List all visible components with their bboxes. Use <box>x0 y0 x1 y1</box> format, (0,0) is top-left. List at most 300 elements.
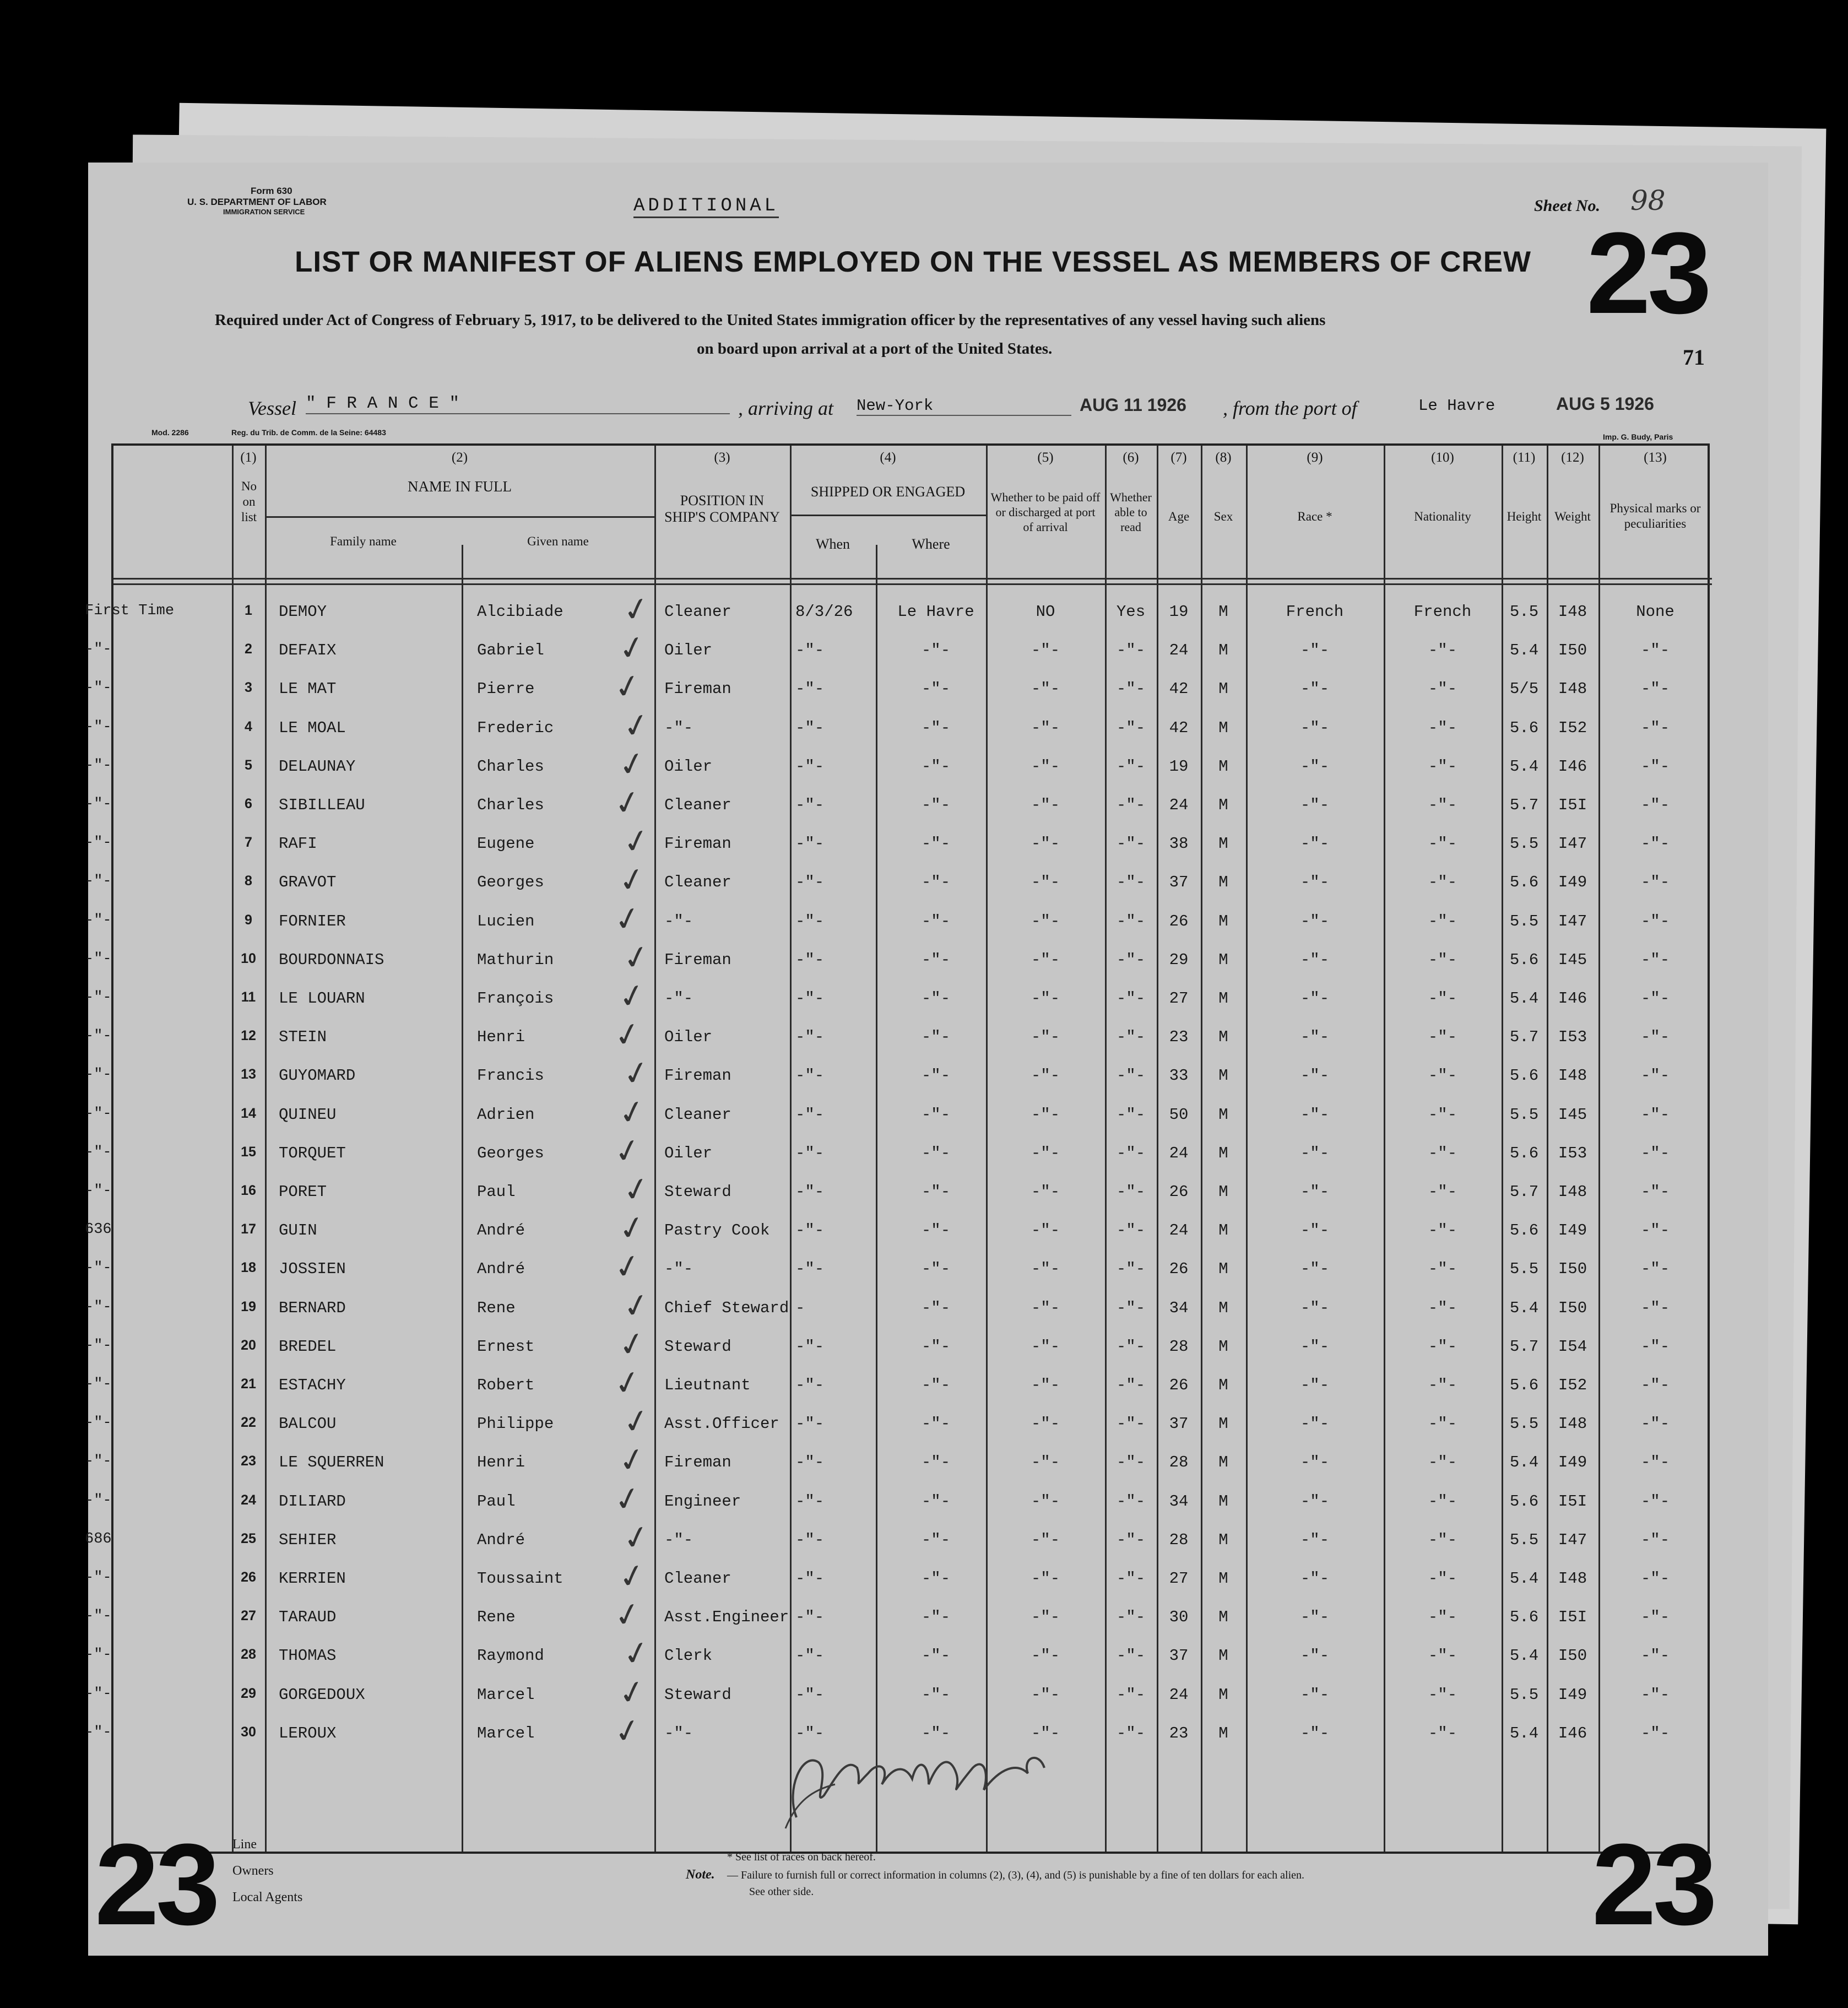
cell-read: -"- <box>1116 950 1146 969</box>
cell-no: 10 <box>241 950 256 966</box>
cell-weight: I46 <box>1558 989 1587 1008</box>
department: U. S. DEPARTMENT OF LABOR <box>187 197 327 207</box>
cell-read: -"- <box>1116 796 1146 814</box>
cell-paid: -"- <box>1031 1530 1060 1549</box>
cell-note: -"- <box>85 1415 112 1432</box>
cell-nationality: -"- <box>1428 641 1457 660</box>
cell-position: Fireman <box>664 1067 731 1085</box>
col-position: POSITION IN SHIP'S COMPANY <box>664 492 780 525</box>
cell-height: 5.6 <box>1509 718 1539 737</box>
table-row <box>85 897 1712 951</box>
cell-position: Steward <box>664 1183 731 1201</box>
check-mark-icon: ✓ <box>610 665 645 708</box>
table-row <box>85 1593 1712 1647</box>
cell-given: Eugene <box>477 835 535 853</box>
vessel-label: Vessel <box>248 397 296 419</box>
cell-race: -"- <box>1300 950 1330 969</box>
cell-position: Chief Steward <box>664 1298 789 1317</box>
cell-weight: I53 <box>1558 1028 1587 1047</box>
cell-note: -"- <box>85 1183 112 1199</box>
service: IMMIGRATION SERVICE <box>223 208 305 216</box>
cell-race: -"- <box>1300 1105 1330 1124</box>
cell-position: -"- <box>664 989 693 1008</box>
cell-weight: I49 <box>1558 1453 1587 1472</box>
cell-position: Engineer <box>664 1492 741 1511</box>
crew-table <box>85 443 1710 1854</box>
cell-paid: -"- <box>1031 1453 1060 1472</box>
cell-where: -"- <box>921 1067 951 1085</box>
cell-given: Marcel <box>477 1724 535 1742</box>
cell-family: DEMOY <box>279 603 327 621</box>
cell-nationality: French <box>1413 603 1472 621</box>
cell-paid: -"- <box>1031 1337 1060 1356</box>
cell-age: 28 <box>1169 1530 1189 1549</box>
cell-position: Cleaner <box>664 1105 731 1124</box>
cell-position: Oiler <box>664 1144 713 1162</box>
cell-age: 24 <box>1169 1221 1189 1240</box>
cell-family: THOMAS <box>279 1647 337 1665</box>
cell-note: -"- <box>85 1067 112 1084</box>
cell-nationality: -"- <box>1428 1376 1457 1394</box>
cell-weight: I49 <box>1558 1221 1587 1240</box>
cell-marks: -"- <box>1640 1221 1670 1240</box>
cell-family: BOURDONNAIS <box>279 950 384 969</box>
cell-height: 5.4 <box>1509 1724 1539 1742</box>
cell-weight: I47 <box>1558 835 1587 853</box>
cell-height: 5.7 <box>1509 796 1539 814</box>
cell-weight: I47 <box>1558 1530 1587 1549</box>
cell-given: Paul <box>477 1183 516 1201</box>
cell-where: -"- <box>921 1260 951 1279</box>
cell-nationality: -"- <box>1428 912 1457 930</box>
cell-sex: M <box>1218 912 1228 930</box>
col2-number: (2) <box>451 450 468 465</box>
cell-given: Lucien <box>477 912 535 930</box>
cell-no: 18 <box>241 1260 256 1276</box>
cell-race: -"- <box>1300 1647 1330 1665</box>
table-row <box>85 1477 1712 1531</box>
cell-age: 37 <box>1169 873 1189 892</box>
cell-age: 30 <box>1169 1608 1189 1627</box>
cell-height: 5.5 <box>1509 1685 1539 1704</box>
cell-no: 24 <box>241 1492 256 1508</box>
cell-no: 19 <box>241 1298 256 1314</box>
cell-given: Mathurin <box>477 950 554 969</box>
cell-sex: M <box>1218 950 1228 969</box>
cell-sex: M <box>1218 1183 1228 1201</box>
cell-paid: -"- <box>1031 718 1060 737</box>
cell-race: -"- <box>1300 1724 1330 1742</box>
check-mark-icon: ✓ <box>610 1477 645 1520</box>
check-mark-icon: ✓ <box>619 588 654 631</box>
cell-given: Robert <box>477 1376 535 1394</box>
cell-nationality: -"- <box>1428 950 1457 969</box>
cell-note: -"- <box>85 1105 112 1122</box>
cell-no: 29 <box>241 1685 256 1701</box>
cell-note: -"- <box>85 718 112 735</box>
cell-marks: -"- <box>1640 873 1670 892</box>
cell-when: -"- <box>795 1530 825 1549</box>
cell-no: 17 <box>241 1221 256 1237</box>
cell-paid: -"- <box>1031 1647 1060 1665</box>
cell-read: -"- <box>1116 1647 1146 1665</box>
col-shipped-engaged: SHIPPED OR ENGAGED <box>810 484 966 500</box>
col11-number: (11) <box>1513 450 1536 465</box>
cell-no: 3 <box>245 680 252 696</box>
cell-read: -"- <box>1116 1724 1146 1742</box>
check-mark-icon: ✓ <box>610 1361 645 1404</box>
cell-sex: M <box>1218 796 1228 814</box>
cell-read: Yes <box>1116 603 1146 621</box>
table-row <box>85 820 1712 873</box>
cell-position: Cleaner <box>664 1569 731 1588</box>
cell-sex: M <box>1218 1067 1228 1085</box>
cell-nationality: -"- <box>1428 718 1457 737</box>
cell-read: -"- <box>1116 1028 1146 1047</box>
cell-height: 5.4 <box>1509 641 1539 660</box>
check-mark-icon: ✓ <box>615 1206 649 1249</box>
cell-given: Henri <box>477 1028 525 1047</box>
cell-where: -"- <box>921 1608 951 1627</box>
cell-nationality: -"- <box>1428 835 1457 853</box>
cell-given: Georges <box>477 873 544 892</box>
sheet-label: Sheet No. <box>1534 197 1600 215</box>
cell-no: 23 <box>241 1453 256 1469</box>
cell-marks: -"- <box>1640 641 1670 660</box>
table-row <box>85 665 1712 718</box>
cell-given: Georges <box>477 1144 544 1162</box>
form-number: Form 630 <box>251 186 292 196</box>
cell-given: Charles <box>477 757 544 776</box>
cell-age: 42 <box>1169 680 1189 699</box>
cell-weight: I50 <box>1558 1298 1587 1317</box>
cell-race: -"- <box>1300 1183 1330 1201</box>
cell-no: 1 <box>245 603 252 618</box>
cell-nationality: -"- <box>1428 1647 1457 1665</box>
cell-height: 5.6 <box>1509 1492 1539 1511</box>
cell-age: 38 <box>1169 835 1189 853</box>
table-row <box>85 1516 1712 1569</box>
cell-height: 5.4 <box>1509 1569 1539 1588</box>
cell-family: GUIN <box>279 1221 317 1240</box>
cell-position: Cleaner <box>664 603 731 621</box>
cell-weight: I45 <box>1558 950 1587 969</box>
cell-race: -"- <box>1300 718 1330 737</box>
cell-sex: M <box>1218 680 1228 699</box>
table-row <box>85 743 1712 796</box>
cell-nationality: -"- <box>1428 1492 1457 1511</box>
cell-position: Fireman <box>664 835 731 853</box>
cell-when: - <box>795 1298 805 1317</box>
cell-height: 5.4 <box>1509 1298 1539 1317</box>
cell-nationality: -"- <box>1428 1724 1457 1742</box>
cell-weight: I48 <box>1558 1569 1587 1588</box>
cell-height: 5.4 <box>1509 1453 1539 1472</box>
cell-race: -"- <box>1300 989 1330 1008</box>
cell-note: -"- <box>85 1453 112 1470</box>
arriving-label: , arriving at <box>738 397 834 419</box>
cell-marks: None <box>1636 603 1674 621</box>
check-mark-icon: ✓ <box>615 859 649 901</box>
cell-family: GRAVOT <box>279 873 337 892</box>
cell-when: -"- <box>795 1144 825 1162</box>
see-other-side: See other side. <box>749 1886 814 1898</box>
cell-marks: -"- <box>1640 1569 1670 1588</box>
cell-height: 5.5 <box>1509 835 1539 853</box>
cell-marks: -"- <box>1640 1492 1670 1511</box>
cell-nationality: -"- <box>1428 873 1457 892</box>
cell-given: Raymond <box>477 1647 544 1665</box>
cell-position: Asst.Officer <box>664 1415 779 1433</box>
cell-no: 2 <box>245 641 252 657</box>
cell-family: LEROUX <box>279 1724 337 1742</box>
cell-paid: -"- <box>1031 1183 1060 1201</box>
col-no-on-list: No on list <box>241 479 257 524</box>
col3-number: (3) <box>714 450 730 465</box>
departure-date-stamp: AUG 5 1926 <box>1556 394 1654 414</box>
cell-height: 5.6 <box>1509 1067 1539 1085</box>
cell-age: 34 <box>1169 1492 1189 1511</box>
cell-family: BALCOU <box>279 1415 337 1433</box>
cell-note: -"- <box>85 1647 112 1664</box>
check-mark-icon: ✓ <box>610 1709 645 1752</box>
cell-read: -"- <box>1116 1298 1146 1317</box>
cell-where: -"- <box>921 1144 951 1162</box>
cell-nationality: -"- <box>1428 1569 1457 1588</box>
cell-family: LE SQUERREN <box>279 1453 384 1472</box>
cell-sex: M <box>1218 989 1228 1008</box>
cell-nationality: -"- <box>1428 680 1457 699</box>
check-mark-icon: ✓ <box>619 1400 654 1443</box>
table-row <box>85 626 1712 680</box>
cell-read: -"- <box>1116 680 1146 699</box>
cell-weight: I52 <box>1558 718 1587 737</box>
cell-given: Marcel <box>477 1685 535 1704</box>
cell-race: -"- <box>1300 1337 1330 1356</box>
cell-no: 13 <box>241 1067 256 1083</box>
cell-when: -"- <box>795 1260 825 1279</box>
cell-read: -"- <box>1116 989 1146 1008</box>
cell-when: -"- <box>795 1724 825 1742</box>
cell-height: 5.7 <box>1509 1183 1539 1201</box>
cell-when: -"- <box>795 1569 825 1588</box>
col-age: Age <box>1168 510 1190 523</box>
cell-when: -"- <box>795 1221 825 1240</box>
cell-note: First Time <box>85 603 175 619</box>
col10-number: (10) <box>1431 450 1454 465</box>
cell-marks: -"- <box>1640 835 1670 853</box>
col-nationality: Nationality <box>1414 510 1471 523</box>
cell-where: -"- <box>921 835 951 853</box>
cell-nationality: -"- <box>1428 1453 1457 1472</box>
check-mark-icon: ✓ <box>619 820 654 863</box>
cell-note: -"- <box>85 873 112 890</box>
cell-marks: -"- <box>1640 1530 1670 1549</box>
cell-note: -"- <box>85 835 112 852</box>
cell-when: -"- <box>795 989 825 1008</box>
cell-paid: -"- <box>1031 1492 1060 1511</box>
cell-age: 33 <box>1169 1067 1189 1085</box>
cell-given: Adrien <box>477 1105 535 1124</box>
cell-height: 5.7 <box>1509 1028 1539 1047</box>
cell-note: -"- <box>85 796 112 813</box>
cell-nationality: -"- <box>1428 1028 1457 1047</box>
cell-note: -"- <box>85 989 112 1006</box>
cell-position: -"- <box>664 1530 693 1549</box>
cell-weight: I50 <box>1558 641 1587 660</box>
cell-where: -"- <box>921 757 951 776</box>
cell-sex: M <box>1218 1492 1228 1511</box>
col13-number: (13) <box>1644 450 1667 465</box>
cell-sex: M <box>1218 603 1228 621</box>
cell-position: Fireman <box>664 1453 731 1472</box>
check-mark-icon: ✓ <box>615 1439 649 1481</box>
cell-note: -"- <box>85 1028 112 1045</box>
check-mark-icon: ✓ <box>619 1284 654 1327</box>
col-given-name: Given name <box>527 534 589 548</box>
cell-age: 37 <box>1169 1647 1189 1665</box>
cell-race: -"- <box>1300 1608 1330 1627</box>
cell-read: -"- <box>1116 873 1146 892</box>
cell-read: -"- <box>1116 641 1146 660</box>
cell-nationality: -"- <box>1428 1260 1457 1279</box>
cell-family: GUYOMARD <box>279 1067 356 1085</box>
cell-nationality: -"- <box>1428 1530 1457 1549</box>
cell-when: -"- <box>795 873 825 892</box>
table-row <box>85 1632 1712 1685</box>
header-rule <box>265 516 654 518</box>
cell-height: 5.7 <box>1509 1337 1539 1356</box>
cell-no: 30 <box>241 1724 256 1740</box>
cell-nationality: -"- <box>1428 757 1457 776</box>
cell-no: 11 <box>241 989 256 1005</box>
cell-read: -"- <box>1116 1260 1146 1279</box>
table-row <box>85 1555 1712 1608</box>
cell-where: -"- <box>921 1337 951 1356</box>
cell-given: André <box>477 1260 525 1279</box>
cell-height: 5.5 <box>1509 912 1539 930</box>
cell-where: -"- <box>921 641 951 660</box>
cell-family: LE MAT <box>279 680 337 699</box>
cell-when: -"- <box>795 757 825 776</box>
col-able-to-read: Whether able to read <box>1110 490 1152 534</box>
cell-no: 9 <box>245 912 252 928</box>
cell-weight: I50 <box>1558 1647 1587 1665</box>
header-rule <box>790 515 986 516</box>
cell-nationality: -"- <box>1428 989 1457 1008</box>
table-row <box>85 1206 1712 1260</box>
sheet-handwritten: 98 <box>1630 185 1666 217</box>
cell-read: -"- <box>1116 1415 1146 1433</box>
cell-sex: M <box>1218 1144 1228 1162</box>
subtitle-line2: on board upon arrival at a port of the United States. <box>697 340 1053 358</box>
cell-no: 25 <box>241 1530 256 1546</box>
table-row <box>85 1284 1712 1338</box>
races-note: * See list of races on back hereof. <box>727 1851 876 1863</box>
cell-race: -"- <box>1300 1067 1330 1085</box>
cell-given: Francis <box>477 1067 544 1085</box>
cell-family: DILIARD <box>279 1492 346 1511</box>
cell-note: -"- <box>85 1144 112 1161</box>
cell-position: Steward <box>664 1685 731 1704</box>
officer-signature <box>763 1707 1116 1834</box>
cell-given: Toussaint <box>477 1569 563 1588</box>
cell-when: -"- <box>795 1608 825 1627</box>
check-mark-icon: ✓ <box>610 1246 645 1288</box>
cell-no: 27 <box>241 1608 256 1624</box>
cell-when: -"- <box>795 1453 825 1472</box>
cell-race: -"- <box>1300 835 1330 853</box>
vessel-name: " F R A N C E " <box>306 394 730 414</box>
cell-nationality: -"- <box>1428 796 1457 814</box>
cell-height: 5.6 <box>1509 1144 1539 1162</box>
cell-height: 5.6 <box>1509 1376 1539 1394</box>
table-row <box>85 1052 1712 1105</box>
cell-marks: -"- <box>1640 1376 1670 1394</box>
cell-no: 15 <box>241 1144 256 1160</box>
cell-note: 636 <box>85 1221 112 1238</box>
col8-number: (8) <box>1215 450 1232 465</box>
note-text: — Failure to furnish full or correct information in columns (2), (3), (4), and (5) is punishable by a fine of ten dollars for each alien. <box>727 1869 1305 1881</box>
cell-when: -"- <box>795 835 825 853</box>
cell-where: -"- <box>921 718 951 737</box>
cell-position: Asst.Engineer <box>664 1608 789 1627</box>
table-row <box>85 1400 1712 1453</box>
cell-position: Lieutnant <box>664 1376 751 1394</box>
cell-note: -"- <box>85 757 112 774</box>
cell-sex: M <box>1218 1530 1228 1549</box>
cell-where: -"- <box>921 1105 951 1124</box>
cell-position: Cleaner <box>664 796 731 814</box>
cell-paid: -"- <box>1031 1260 1060 1279</box>
cell-sex: M <box>1218 1415 1228 1433</box>
cell-read: -"- <box>1116 1376 1146 1394</box>
manifest-page <box>85 163 1768 1956</box>
cell-family: ESTACHY <box>279 1376 346 1394</box>
cell-when: -"- <box>795 1337 825 1356</box>
cell-read: -"- <box>1116 1105 1146 1124</box>
cell-no: 22 <box>241 1415 256 1431</box>
cell-weight: I45 <box>1558 1105 1587 1124</box>
subtitle-line1: Required under Act of Congress of February 5, 1917, to be delivered to the United States immigration officer by the representatives of any vessel having such aliens <box>215 311 1326 329</box>
cell-sex: M <box>1218 1260 1228 1279</box>
cell-marks: -"- <box>1640 1453 1670 1472</box>
cell-when: -"- <box>795 1376 825 1394</box>
table-row <box>85 1246 1712 1298</box>
cell-weight: I48 <box>1558 680 1587 699</box>
cell-paid: -"- <box>1031 1221 1060 1240</box>
table-row <box>85 1091 1712 1144</box>
cell-height: 5.5 <box>1509 603 1539 621</box>
cell-when: -"- <box>795 641 825 660</box>
cell-given: Gabriel <box>477 641 544 660</box>
cell-age: 50 <box>1169 1105 1189 1124</box>
cell-when: -"- <box>795 796 825 814</box>
cell-position: Oiler <box>664 1028 713 1047</box>
cell-given: Pierre <box>477 680 535 699</box>
cell-no: 28 <box>241 1647 256 1663</box>
cell-sex: M <box>1218 873 1228 892</box>
check-mark-icon: ✓ <box>619 1052 654 1095</box>
side-number: 71 <box>1683 345 1705 370</box>
cell-given: Henri <box>477 1453 525 1472</box>
cell-height: 5.5 <box>1509 1415 1539 1433</box>
cell-read: -"- <box>1116 1492 1146 1511</box>
cell-age: 42 <box>1169 718 1189 737</box>
check-mark-icon: ✓ <box>619 936 654 979</box>
cell-race: -"- <box>1300 912 1330 930</box>
header-rule <box>113 578 1712 580</box>
